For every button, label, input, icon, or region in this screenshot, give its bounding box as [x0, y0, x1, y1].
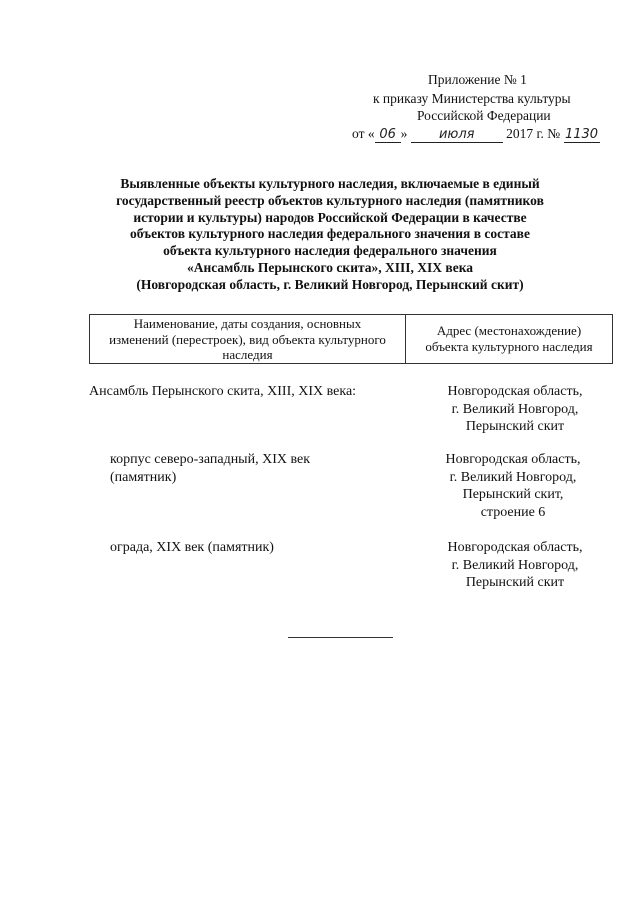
object-name: корпус северо-западный, XIX век: [110, 452, 311, 467]
address-line: Новгородская область,: [447, 384, 583, 399]
order-reference: к приказу Министерства культуры: [373, 91, 571, 106]
table-row-name: [110, 451, 410, 486]
table-header: [89, 314, 613, 364]
date-prefix: от «: [352, 126, 375, 141]
address-line: Перынский скит: [465, 419, 565, 434]
table-row-name: [110, 539, 410, 557]
address-line: Новгородская область,: [445, 452, 581, 467]
header-text-line: Адрес (местонахождение): [436, 323, 582, 338]
object-name: Ансамбль Перынского скита, XIII, XIX века:: [89, 384, 357, 399]
date-quote-close: »: [400, 126, 408, 141]
title-line: «Ансамбль Перынского скита», XIII, XIX века: [186, 259, 474, 275]
order-date-line: [352, 126, 600, 143]
order-month: июля: [411, 128, 503, 143]
header-text-line: наследия: [222, 347, 273, 362]
header-text-line: Наименование, даты создания, основных: [133, 316, 362, 331]
federation-label: Российской Федерации: [417, 108, 551, 123]
table-row-address: [415, 383, 615, 436]
table-row-address: [413, 451, 613, 521]
title-line: Выявленные объекты культурного наследия, включаемые в единый: [120, 176, 540, 191]
address-line: г. Великий Новгород,: [451, 557, 579, 573]
title-line: объекта культурного наследия федерального значения: [163, 243, 497, 259]
table-row-address: [415, 539, 615, 592]
order-day: 06: [375, 128, 401, 143]
address-line: г. Великий Новгород,: [449, 469, 577, 485]
title-line: истории и культуры) народов Российской Федерации в качестве: [133, 209, 527, 225]
title-line: (Новгородская область, г. Великий Новгород, Перынский скит): [136, 276, 524, 292]
table-row-name: [89, 383, 409, 401]
header-text-line: изменений (перестроек), вид объекта культурного: [109, 331, 386, 347]
object-name: (памятник): [110, 469, 177, 485]
order-year-label: 2017 г. №: [506, 126, 561, 141]
address-line: Перынский скит,: [462, 487, 564, 502]
title-line: объектов культурного наследия федерального значения в составе: [130, 226, 530, 242]
address-line: г. Великий Новгород,: [451, 401, 579, 417]
document-title: [70, 176, 590, 294]
title-line: государственный реестр объектов культурного наследия (памятников: [116, 192, 544, 208]
order-number: 1130: [564, 127, 599, 142]
object-name: ограда, XIX век (памятник): [110, 540, 274, 555]
address-line: Перынский скит: [465, 575, 565, 590]
column-header-name: [90, 316, 405, 363]
header-text-line: объекта культурного наследия: [425, 338, 593, 354]
address-line: Новгородская область,: [447, 540, 583, 555]
address-line: строение 6: [480, 504, 546, 520]
appendix-label: Приложение № 1: [428, 72, 527, 87]
column-header-address: [406, 323, 612, 354]
end-divider-line: [288, 637, 393, 638]
